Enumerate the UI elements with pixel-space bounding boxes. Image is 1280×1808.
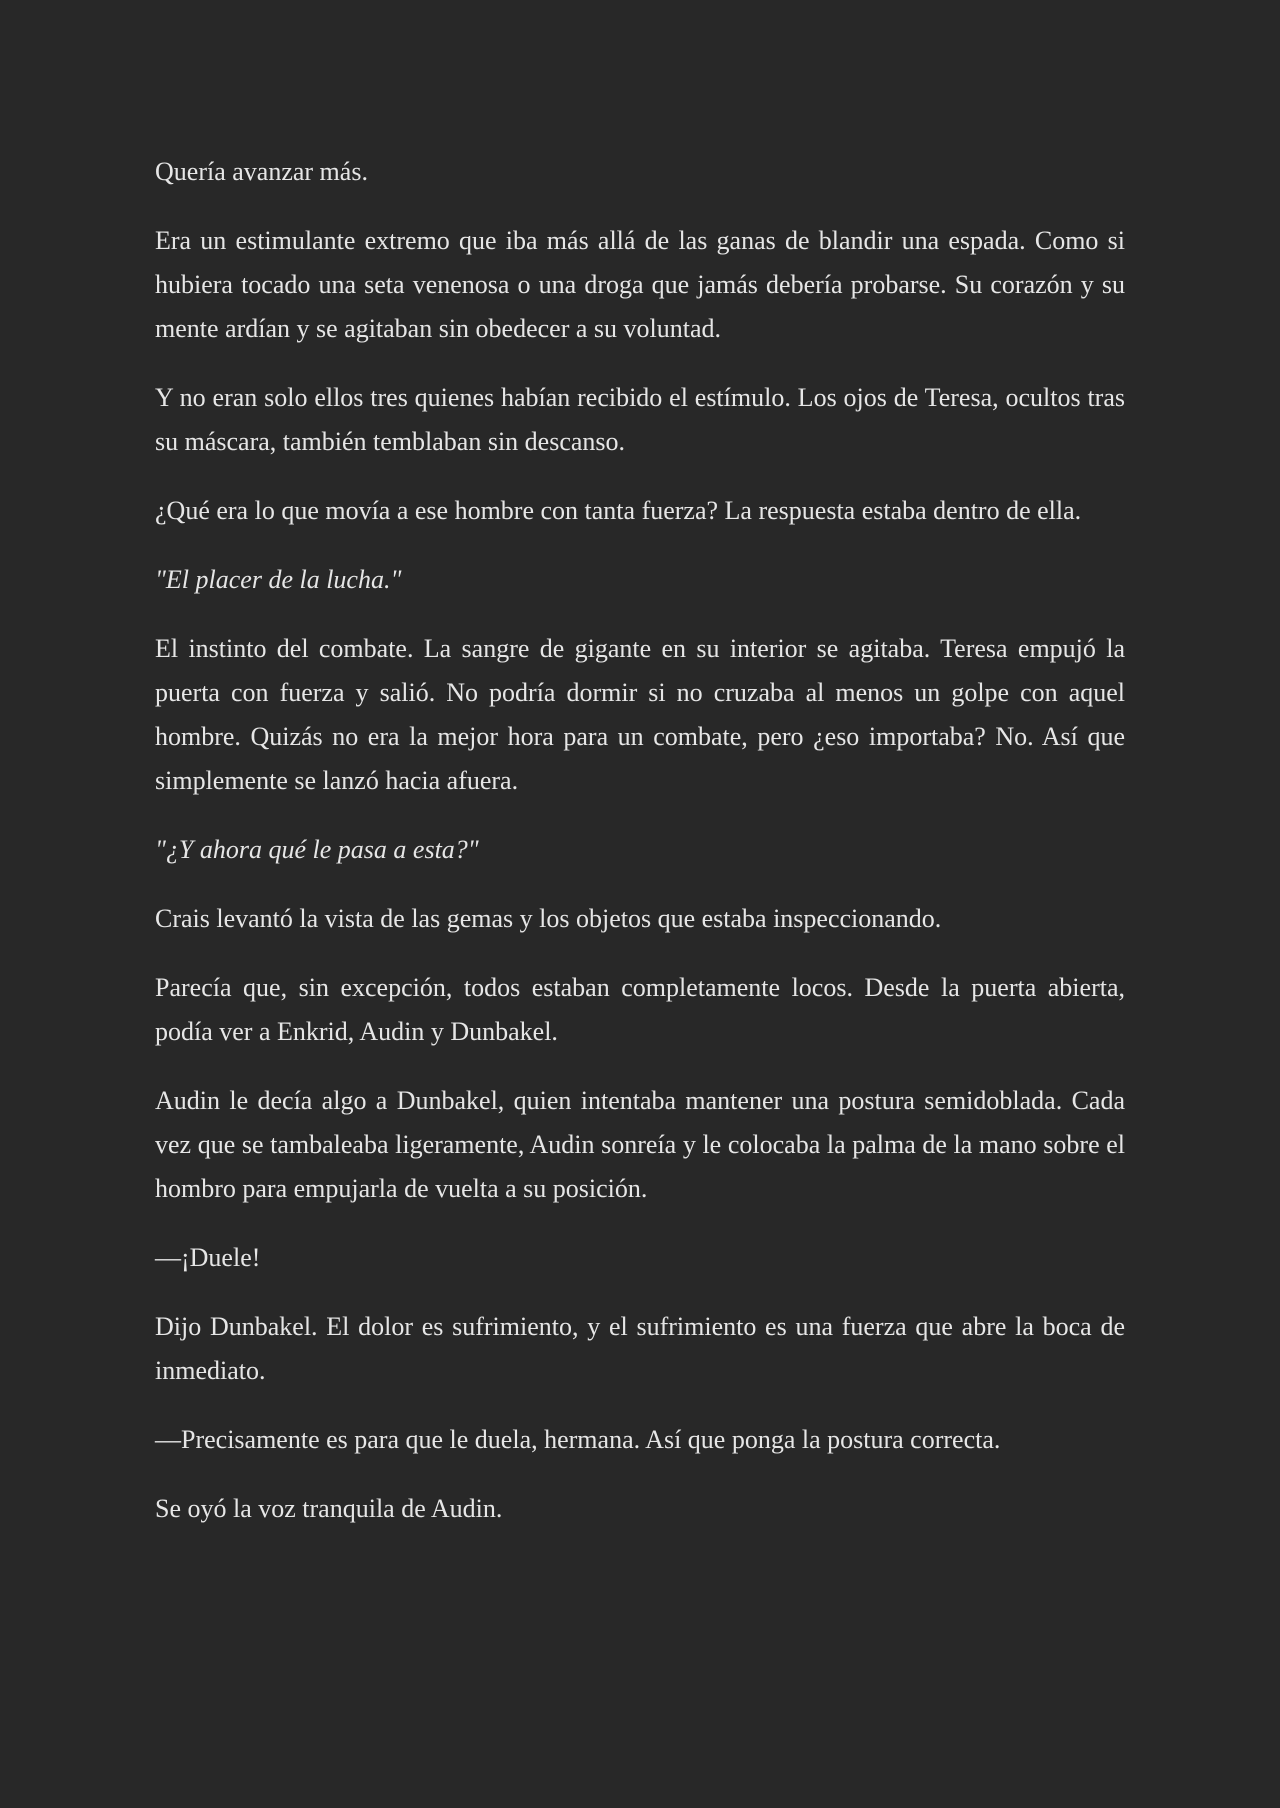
italic-quote: "El placer de la lucha."	[155, 565, 402, 594]
paragraph: Crais levantó la vista de las gemas y los objetos que estaba inspeccionando.	[155, 904, 942, 933]
dialogue-line: —Precisamente es para que le duela, hermana. Así que ponga la postura correcta.	[155, 1425, 1001, 1454]
paragraph: Era un estimulante extremo que iba más allá de las ganas de blandir una espada. Como si hubiera tocado una seta venenosa o una droga que jamás debería probarse. Su corazón y su mente ardían y se agitaban sin obedecer a su voluntad.	[155, 226, 1125, 343]
paragraph: El instinto del combate. La sangre de gigante en su interior se agitaba. Teresa empujó la puerta con fuerza y salió. No podría dormir si no cruzaba al menos un golpe con aquel hombre. Quizás no era la mejor hora para un combate, pero ¿eso importaba? No. Así que simplemente se lanzó hacia afuera.	[155, 634, 1125, 795]
paragraph: Y no eran solo ellos tres quienes habían recibido el estímulo. Los ojos de Teresa, ocultos tras su máscara, también temblaban sin descanso.	[155, 383, 1125, 456]
paragraph: Se oyó la voz tranquila de Audin.	[155, 1494, 503, 1523]
paragraph: ¿Qué era lo que movía a ese hombre con tanta fuerza? La respuesta estaba dentro de ella.	[155, 496, 1082, 525]
italic-quote: "¿Y ahora qué le pasa a esta?"	[155, 835, 479, 864]
paragraph: Quería avanzar más.	[155, 157, 368, 186]
paragraph: Audin le decía algo a Dunbakel, quien intentaba mantener una postura semidoblada. Cada vez que se tambaleaba ligeramente, Audin sonreía y le colocaba la palma de la mano sobre el hombro para empujarla de vuelta a su posición.	[155, 1086, 1125, 1203]
paragraph: Parecía que, sin excepción, todos estaban completamente locos. Desde la puerta abierta, podía ver a Enkrid, Audin y Dunbakel.	[155, 973, 1125, 1046]
dialogue-line: —¡Duele!	[155, 1243, 261, 1272]
paragraph: Dijo Dunbakel. El dolor es sufrimiento, y el sufrimiento es una fuerza que abre la boca de inmediato.	[155, 1312, 1125, 1385]
